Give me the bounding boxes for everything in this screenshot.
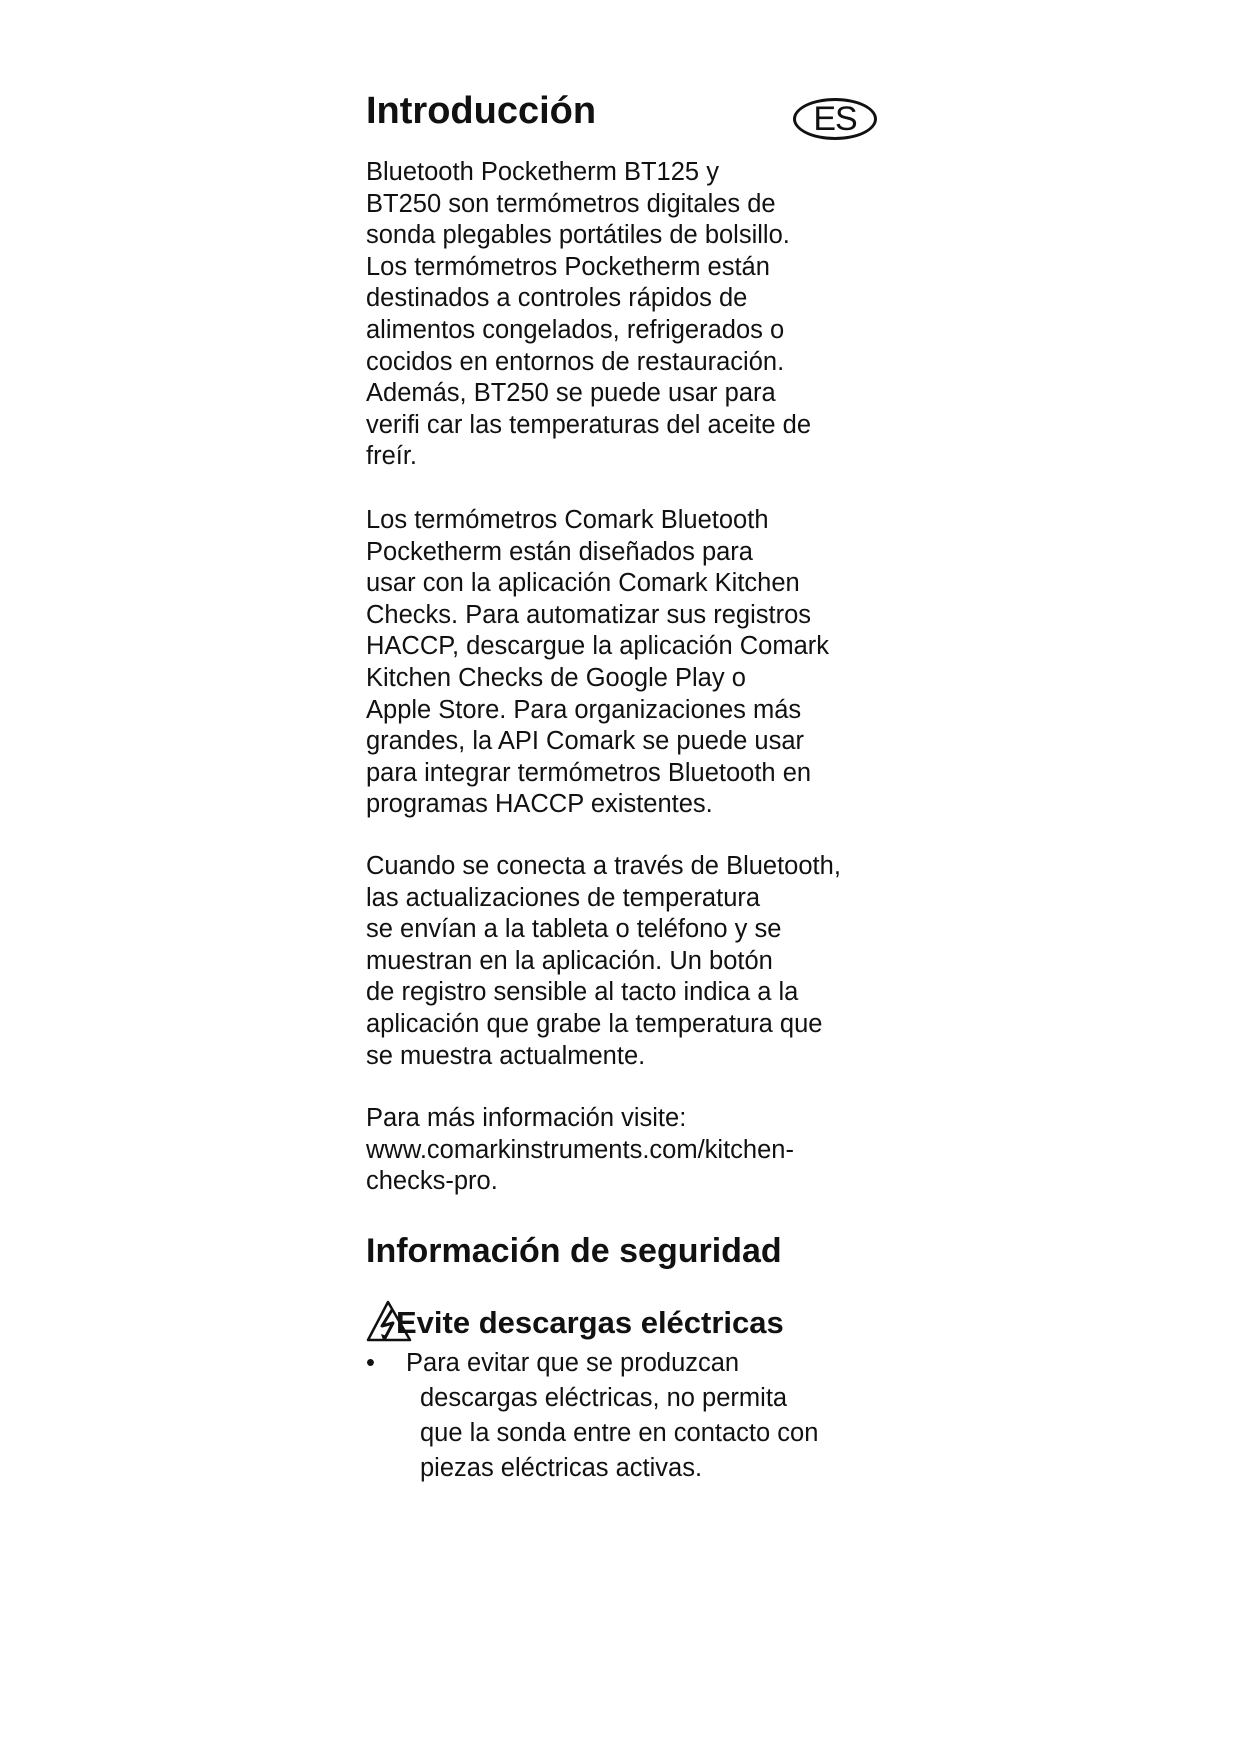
more-info-paragraph (366, 1103, 794, 1198)
text-line: de registro sensible al tacto indica a la (366, 978, 799, 1007)
text-line: Pocketherm están diseñados para (366, 537, 753, 566)
text-line: Los termómetros Pocketherm están (366, 252, 770, 281)
bullet-text-line: Para evitar que se produzcan (406, 1349, 740, 1377)
intro-paragraph-3 (366, 851, 841, 1072)
website-url-line: www.comarkinstruments.com/kitchen- (366, 1135, 794, 1164)
text-line: las actualizaciones de temperatura (366, 883, 761, 912)
text-line: Kitchen Checks de Google Play o (366, 663, 746, 692)
text-line: freír. (366, 442, 418, 471)
bullet-continuation (420, 1381, 818, 1486)
text-line: muestran en la aplicación. Un botón (366, 946, 773, 975)
bullet-symbol: • (366, 1349, 375, 1377)
text-line: programas HACCP existentes. (366, 790, 713, 819)
text-line: cocidos en entornos de restauración. (366, 347, 785, 376)
safety-section-title: Información de seguridad (366, 1232, 782, 1270)
text-line: Para más información visite: (366, 1104, 687, 1132)
text-line: se envían a la tableta o teléfono y se (366, 915, 782, 944)
text-line: Además, BT250 se puede usar para (366, 379, 776, 408)
text-line: para integrar termómetros Bluetooth en (366, 758, 812, 787)
text-line: Apple Store. Para organizaciones más (366, 695, 802, 724)
bullet-text-line: descargas eléctricas, no permita (420, 1384, 788, 1412)
text-line: verifi car las temperaturas del aceite de (366, 410, 812, 439)
text-line: Checks. Para automatizar sus registros (366, 600, 812, 629)
text-line: Cuando se conecta a través de Bluetooth, (366, 852, 841, 880)
text-line: alimentos congelados, refrigerados o (366, 315, 785, 344)
text-line: aplicación que grabe la temperatura que (366, 1009, 823, 1038)
text-line: grandes, la API Comark se puede usar (366, 727, 804, 756)
intro-paragraph-2 (366, 505, 829, 821)
text-line: HACCP, descargue la aplicación Comark (366, 632, 829, 661)
page-title: Introducción (366, 90, 597, 132)
text-line: sonda plegables portátiles de bolsillo. (366, 221, 790, 250)
website-url-line: checks-pro. (366, 1167, 498, 1196)
bullet-text-line: que la sonda entre en contacto con (420, 1419, 819, 1447)
bullet-text-line: piezas eléctricas activas. (420, 1454, 703, 1482)
text-line: destinados a controles rápidos de (366, 284, 748, 313)
intro-paragraph-1 (366, 157, 811, 473)
language-badge: ES (793, 98, 877, 140)
text-line: Bluetooth Pocketherm BT125 y (366, 158, 719, 186)
text-line: se muestra actualmente. (366, 1041, 646, 1070)
warning-heading-text: Evite descargas eléctricas (396, 1305, 784, 1340)
text-line: usar con la aplicación Comark Kitchen (366, 569, 800, 598)
text-line: Los termómetros Comark Bluetooth (366, 506, 769, 534)
text-line: BT250 son termómetros digitales de (366, 189, 776, 218)
